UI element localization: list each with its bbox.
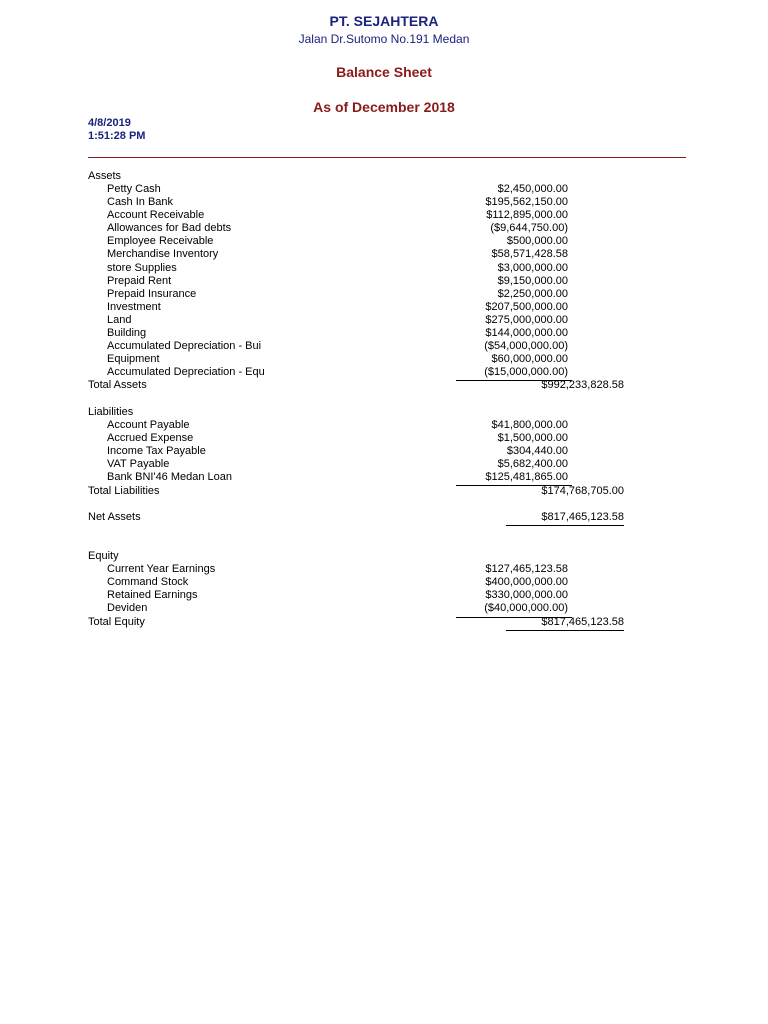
liabilities-heading-row xyxy=(0,406,768,419)
line-item-amount: $1,500,000.00 xyxy=(497,432,568,444)
line-item-label: store Supplies xyxy=(107,262,177,274)
section-heading: Assets xyxy=(88,170,122,182)
line-item-amount: $58,571,428.58 xyxy=(491,248,568,260)
line-item-row xyxy=(0,432,768,445)
line-item-label: Account Payable xyxy=(107,419,190,431)
report-period: As of December 2018 xyxy=(313,99,455,115)
line-item-amount: $127,465,123.58 xyxy=(485,563,568,575)
net-assets-amount: $817,465,123.58 xyxy=(541,511,624,523)
total-row xyxy=(0,485,768,498)
line-item-amount: $41,800,000.00 xyxy=(491,419,568,431)
header-divider xyxy=(88,157,686,158)
line-item-label: Employee Receivable xyxy=(107,235,214,247)
company-name: PT. SEJAHTERA xyxy=(329,13,439,29)
print-date: 4/8/2019 xyxy=(88,117,131,129)
line-item-row xyxy=(0,458,768,471)
line-item-row xyxy=(0,275,768,288)
line-item-amount: $500,000.00 xyxy=(506,235,568,247)
line-item-row xyxy=(0,262,768,275)
line-item-amount: $3,000,000.00 xyxy=(497,262,568,274)
company-address: Jalan Dr.Sutomo No.191 Medan xyxy=(298,32,470,46)
line-item-amount: $60,000,000.00 xyxy=(491,353,568,365)
line-item-label: Merchandise Inventory xyxy=(107,248,219,260)
total-rule xyxy=(506,525,624,526)
line-item-label: Prepaid Insurance xyxy=(107,288,197,300)
line-item-label: Deviden xyxy=(107,602,148,614)
net-assets-label: Net Assets xyxy=(88,511,141,523)
line-item-row xyxy=(0,235,768,248)
line-item-row xyxy=(0,366,768,379)
line-item-row xyxy=(0,353,768,366)
line-item-label: Equipment xyxy=(107,353,160,365)
report-title: Balance Sheet xyxy=(336,64,432,80)
line-item-row xyxy=(0,340,768,353)
line-item-row xyxy=(0,314,768,327)
total-rule xyxy=(506,630,624,631)
total-amount: $992,233,828.58 xyxy=(541,379,624,391)
line-item-amount: $207,500,000.00 xyxy=(485,301,568,313)
total-label: Total Liabilities xyxy=(88,485,160,497)
section-heading: Liabilities xyxy=(88,406,134,418)
line-item-amount: $9,150,000.00 xyxy=(497,275,568,287)
line-item-row xyxy=(0,327,768,340)
line-item-row xyxy=(0,183,768,196)
line-item-amount: $195,562,150.00 xyxy=(485,196,568,208)
line-item-label: Accrued Expense xyxy=(107,432,194,444)
line-item-row xyxy=(0,576,768,589)
line-item-row xyxy=(0,419,768,432)
line-item-label: Current Year Earnings xyxy=(107,563,216,575)
line-item-row xyxy=(0,196,768,209)
line-item-row xyxy=(0,602,768,615)
line-item-label: Land xyxy=(107,314,132,326)
line-item-amount: ($9,644,750.00) xyxy=(490,222,568,234)
line-item-row xyxy=(0,222,768,235)
line-item-row xyxy=(0,589,768,602)
total-label: Total Equity xyxy=(88,616,145,628)
line-item-label: Investment xyxy=(107,301,161,313)
total-label: Total Assets xyxy=(88,379,147,391)
print-time: 1:51:28 PM xyxy=(88,130,146,142)
total-row xyxy=(0,616,768,629)
total-row xyxy=(0,379,768,392)
line-item-label: Income Tax Payable xyxy=(107,445,206,457)
total-amount: $174,768,705.00 xyxy=(541,485,624,497)
line-item-amount: $400,000,000.00 xyxy=(485,576,568,588)
line-item-label: VAT Payable xyxy=(107,458,170,470)
line-item-amount: ($40,000,000.00) xyxy=(484,602,568,614)
line-item-label: Bank BNI'46 Medan Loan xyxy=(107,471,233,483)
line-item-amount: ($15,000,000.00) xyxy=(484,366,568,378)
line-item-amount: $5,682,400.00 xyxy=(497,458,568,470)
net-assets-row xyxy=(0,511,768,524)
line-item-amount: $2,450,000.00 xyxy=(497,183,568,195)
line-item-amount: $275,000,000.00 xyxy=(485,314,568,326)
line-item-label: Building xyxy=(107,327,147,339)
line-item-row xyxy=(0,445,768,458)
line-item-amount: $125,481,865.00 xyxy=(485,471,568,483)
total-amount: $817,465,123.58 xyxy=(541,616,624,628)
line-item-label: Account Receivable xyxy=(107,209,205,221)
line-item-amount: $2,250,000.00 xyxy=(497,288,568,300)
line-item-label: Prepaid Rent xyxy=(107,275,172,287)
line-item-row xyxy=(0,563,768,576)
line-item-amount: $112,895,000.00 xyxy=(486,209,568,221)
line-item-row xyxy=(0,301,768,314)
line-item-label: Accumulated Depreciation - Equ xyxy=(107,366,265,378)
line-item-label: Accumulated Depreciation - Bui xyxy=(107,340,262,352)
line-item-row xyxy=(0,248,768,261)
line-item-amount: $144,000,000.00 xyxy=(485,327,568,339)
line-item-row xyxy=(0,471,768,484)
line-item-row xyxy=(0,288,768,301)
line-item-amount: $304,440.00 xyxy=(506,445,568,457)
line-item-row xyxy=(0,209,768,222)
line-item-amount: $330,000,000.00 xyxy=(485,589,568,601)
equity-heading-row xyxy=(0,550,768,563)
line-item-label: Retained Earnings xyxy=(107,589,198,601)
line-item-amount: ($54,000,000.00) xyxy=(484,340,568,352)
line-item-label: Cash In Bank xyxy=(107,196,174,208)
assets-heading-row xyxy=(0,170,768,183)
line-item-label: Command Stock xyxy=(107,576,189,588)
line-item-label: Allowances for Bad debts xyxy=(107,222,232,234)
line-item-label: Petty Cash xyxy=(107,183,161,195)
section-heading: Equity xyxy=(88,550,119,562)
